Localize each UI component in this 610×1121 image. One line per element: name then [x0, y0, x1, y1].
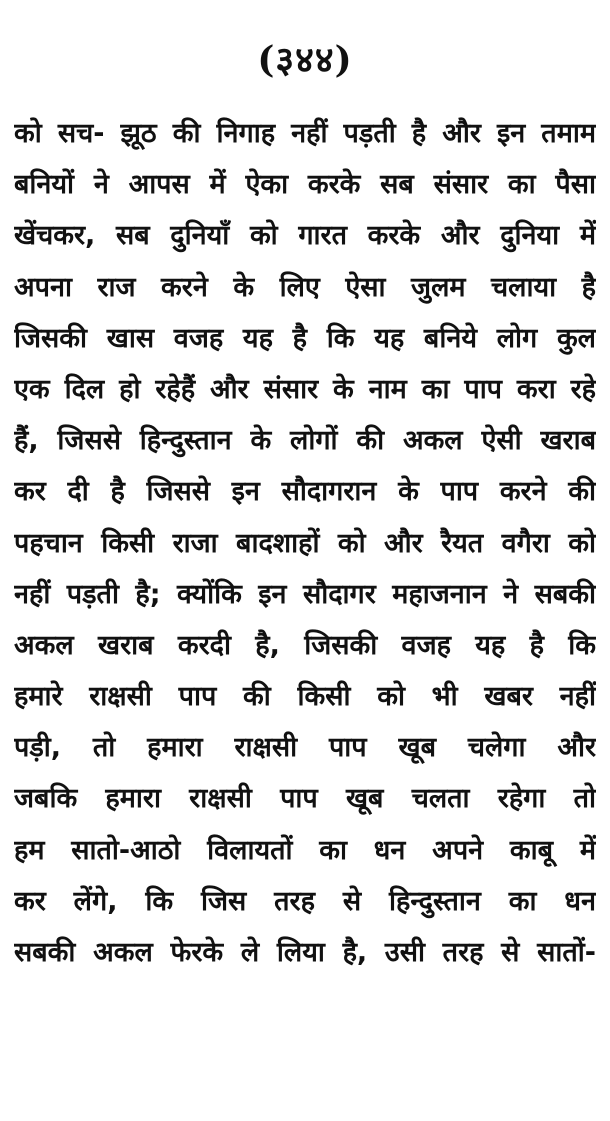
text-line: खेंचकर, सब दुनियाँ को गारत करके और दुनिया में	[14, 220, 596, 252]
text-line: हैं, जिससे हिन्दुस्तान के लोगों की अकल ऐसी खराब	[14, 425, 596, 457]
text-line: बनियों ने आपस में ऐका करके सब संसार का पैसा	[14, 169, 596, 201]
text-line: हम सातो-आठो विलायतों का धन अपने काबू में	[14, 834, 596, 866]
body-text	[14, 108, 596, 978]
text-line: एक दिल हो रहेहैं और संसार के नाम का पाप करा रहे	[14, 373, 596, 405]
text-line: जिसकी खास वजह यह है कि यह बनिये लोग कुल	[14, 322, 596, 354]
text-line: को सच- झूठ की निगाह नहीं पड़ती है और इन तमाम	[14, 118, 596, 149]
text-line: नहीं पड़ती है; क्योंकि इन सौदागर महाजनान ने सबकी	[14, 578, 596, 610]
text-line: पड़ी, तो हमारा राक्षसी पाप खूब चलेगा और	[14, 732, 596, 764]
text-line: जबकि हमारा राक्षसी पाप खूब चलता रहेगा तो	[14, 783, 596, 815]
text-line: कर लेंगे, कि जिस तरह से हिन्दुस्तान का धन	[14, 885, 596, 917]
text-line: अपना राज करने के लिए ऐसा जुलम चलाया है	[14, 271, 596, 303]
text-line: हमारे राक्षसी पाप की किसी को भी खबर नहीं	[14, 681, 596, 713]
text-line: कर दी है जिससे इन सौदागरान के पाप करने की	[14, 476, 596, 508]
page-number: (३४४)	[257, 39, 353, 81]
text-line: पहचान किसी राजा बादशाहों को और रैयत वगैरा को	[14, 527, 596, 559]
text-line: अकल खराब करदी है, जिसकी वजह यह है कि	[14, 629, 596, 661]
text-line: सबकी अकल फेरके ले लिया है, उसी तरह से सातों-	[14, 937, 596, 968]
